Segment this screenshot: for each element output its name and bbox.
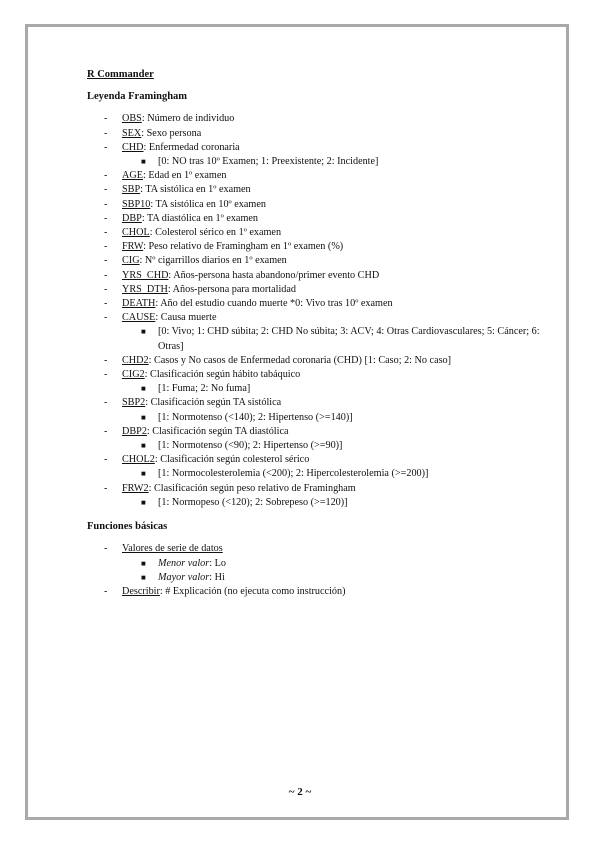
functions-title: Funciones básicas (87, 521, 168, 533)
legend-desc: : Edad en 1º examen (142, 170, 227, 182)
page-number: ~ 2 ~ (288, 786, 312, 798)
square-bullet-icon: ■ (141, 412, 146, 422)
list-item (87, 585, 557, 599)
legend-sublist (122, 496, 557, 510)
legend-item-chd2 (87, 354, 557, 368)
square-bullet-icon: ■ (141, 384, 146, 394)
legend-item-yrs-chd (87, 269, 557, 283)
sub-text: [1: Normocolesterolemia (<200); 2: Hipercolesterolemia (>=200)] (158, 468, 429, 480)
legend-desc: : Clasificación según peso relativo de Framingham (148, 482, 356, 494)
series-sublist (122, 557, 557, 585)
legend-sublist (122, 467, 557, 481)
legend-term: FRW2 (122, 482, 149, 494)
legend-desc: : Años-persona para mortalidad (167, 283, 297, 295)
sub-text: [0: Vivo; 1: CHD súbita; 2: CHD No súbita; 3: ACV; 4: Otras Cardiovasculares; 5: Cáncer; 6: Otras] (158, 326, 540, 352)
sub-value: : Hi (209, 571, 225, 583)
legend-item-sbp10 (87, 198, 557, 212)
square-bullet-icon: ■ (141, 558, 146, 568)
legend-item-cause (87, 311, 557, 354)
legend-sublist (122, 382, 557, 396)
legend-term: CIG (122, 255, 140, 267)
legend-term: CHOL2 (122, 454, 155, 466)
legend-item-obs (87, 112, 557, 126)
legend-term: DEATH (122, 298, 156, 310)
legend-desc: : Clasificación según TA sistólica (145, 397, 282, 409)
legend-desc: : Nº cigarrillos diarios en 1º examen (139, 255, 287, 267)
legend-sublist (122, 411, 557, 425)
legend-sublist (122, 439, 557, 453)
legend-term: CHD (122, 141, 144, 153)
legend-desc: : Año del estudio cuando muerte *0: Vivo tras 10º examen (155, 298, 393, 310)
square-bullet-icon: ■ (141, 469, 146, 479)
legend-term: SEX (122, 127, 142, 139)
legend-item-sbp (87, 183, 557, 197)
sub-text: [1: Normopeso (<120); 2: Sobrepeso (>=120)] (158, 496, 348, 508)
legend-term: DBP (122, 212, 142, 224)
legend-term: CHOL (122, 227, 150, 239)
square-bullet-icon: ■ (141, 441, 146, 451)
legend-item-cig (87, 254, 557, 268)
legend-desc: : TA diastólica en 1º examen (141, 212, 258, 224)
legend-desc: : Enfermedad coronaria (143, 141, 240, 153)
sub-item (122, 411, 557, 425)
describe-term: Describir (122, 585, 160, 597)
sub-item (122, 557, 557, 571)
square-bullet-icon: ■ (141, 572, 146, 582)
legend-item-dbp2 (87, 425, 557, 453)
document-content (87, 68, 557, 599)
sub-value: : Lo (209, 557, 226, 569)
sub-item (122, 571, 557, 585)
sub-text: [1: Fuma; 2: No fuma] (158, 383, 251, 395)
sub-item (122, 439, 557, 453)
square-bullet-icon: ■ (141, 497, 146, 507)
legend-term: SBP2 (122, 397, 146, 409)
legend-item-frw (87, 240, 557, 254)
legend-item-frw2 (87, 482, 557, 510)
legend-sublist (122, 155, 557, 169)
legend-desc: : Causa muerte (155, 312, 217, 324)
square-bullet-icon: ■ (141, 327, 146, 337)
legend-term: YRS_CHD (122, 269, 169, 281)
sub-item (122, 325, 557, 353)
sub-item (122, 155, 557, 169)
legend-term: SBP (122, 184, 141, 196)
legend-sublist (122, 325, 557, 353)
list-item (87, 542, 557, 585)
legend-item-yrs-dth (87, 283, 557, 297)
legend-item-dbp (87, 212, 557, 226)
square-bullet-icon: ■ (141, 157, 146, 167)
legend-desc: : Años-persona hasta abandono/primer evento CHD (168, 269, 380, 281)
legend-desc: : Casos y No casos de Enfermedad coronaria (CHD) [1: Caso; 2: No caso] (148, 354, 452, 366)
sub-item (122, 382, 557, 396)
legend-item-chol (87, 226, 557, 240)
legend-desc: : TA sistólica en 1º examen (140, 184, 251, 196)
legend-item-sbp2 (87, 396, 557, 424)
legend-term: YRS_DTH (122, 283, 168, 295)
series-term: Valores de serie de datos (122, 543, 223, 555)
sub-label: Menor valor (158, 557, 210, 569)
legend-term: OBS (122, 113, 142, 125)
legend-term: CIG2 (122, 369, 145, 381)
sub-text: [0: NO tras 10º Examen; 1: Preexistente; 2: Incidente] (158, 156, 379, 168)
functions-list (87, 542, 557, 599)
legend-desc: : Colesterol sérico en 1º examen (149, 227, 282, 239)
sub-text: [1: Normotenso (<140); 2: Hipertenso (>=140)] (158, 411, 353, 423)
legend-desc: : Clasificación según TA diastólica (146, 425, 289, 437)
document-title: R Commander (87, 69, 154, 80)
legend-title: Leyenda Framingham (87, 91, 188, 103)
legend-list (87, 112, 557, 510)
legend-desc: : Número de individuo (141, 113, 235, 125)
legend-item-cig2 (87, 368, 557, 396)
legend-item-chol2 (87, 453, 557, 481)
legend-item-chd (87, 141, 557, 169)
sub-item (122, 496, 557, 510)
legend-term: AGE (122, 170, 143, 182)
legend-term: CAUSE (122, 312, 156, 324)
legend-desc: : Peso relativo de Framingham en 1º examen (%) (143, 241, 344, 253)
legend-desc: : Sexo persona (141, 127, 202, 139)
legend-desc: : Clasificación según colesterol sérico (154, 454, 310, 466)
sub-label: Mayor valor (158, 571, 210, 583)
describe-desc: : # Explicación (no ejecuta como instrucción) (159, 585, 346, 597)
legend-item-death (87, 297, 557, 311)
legend-term: SBP10 (122, 198, 151, 210)
legend-term: CHD2 (122, 354, 149, 366)
legend-term: FRW (122, 241, 144, 253)
sub-text: [1: Normotenso (<90); 2: Hipertenso (>=90)] (158, 440, 343, 452)
legend-item-age (87, 169, 557, 183)
legend-item-sex (87, 127, 557, 141)
legend-term: DBP2 (122, 425, 147, 437)
sub-item (122, 467, 557, 481)
legend-desc: : TA sistólica en 10º examen (150, 198, 266, 210)
legend-desc: : Clasificación según hábito tabáquico (144, 369, 301, 381)
